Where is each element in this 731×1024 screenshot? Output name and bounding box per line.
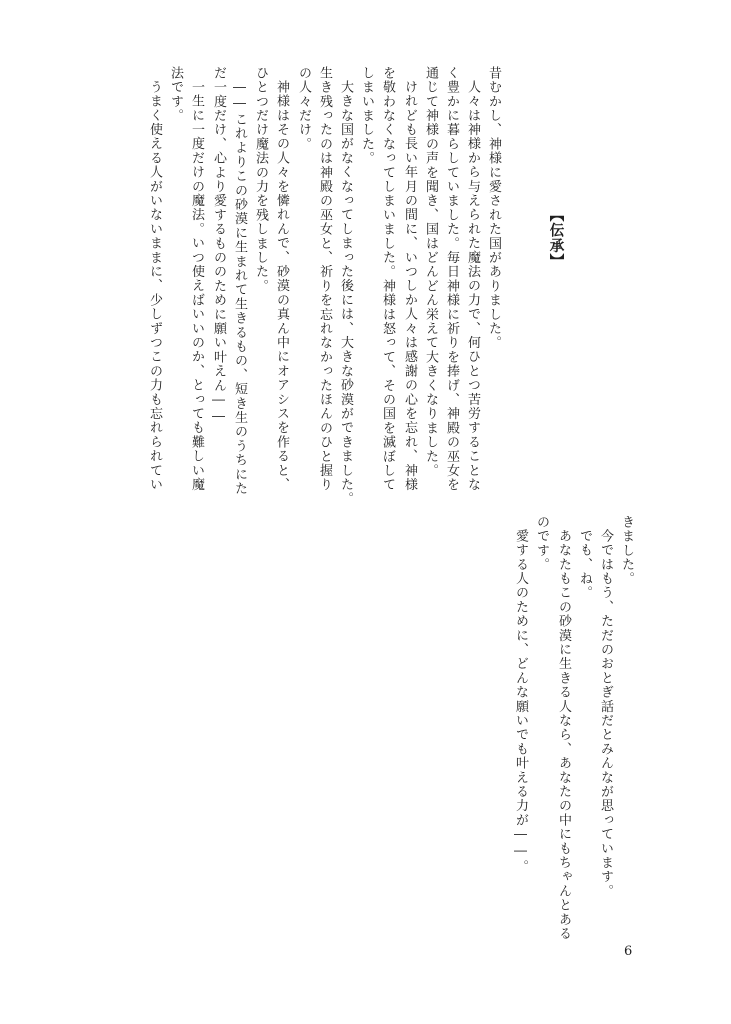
lower-line-2: 今ではもう、ただのおとぎ話だとみんなが思っています。 (598, 529, 613, 899)
page-number: 6 (624, 944, 633, 959)
upper-line-6: を敬わなくなってしまいました。神様は怒って、その国を滅ぼして (380, 66, 395, 492)
upper-line-11: 神様はその人々を憐れんで、砂漠の真ん中にオアシスを作ると、 (274, 80, 289, 492)
lower-line-3: でも、ね。 (577, 529, 592, 600)
upper-line-12: ひとつだけ魔法の力を残しました。 (253, 66, 268, 294)
lower-line-6: 愛する人のために、どんな願いでも叶える力が――。 (513, 529, 528, 874)
upper-line-3: く豊かに暮らしていました。毎日神様に祈りを捧げ、神殿の巫女を (444, 66, 459, 492)
upper-line-1: 昔むかし、神様に愛された国がありました。 (486, 66, 501, 350)
upper-line-7: しまいました。 (359, 66, 374, 166)
upper-line-9: 生き残ったのは神殿の巫女と、祈りを忘れなかったほんのひと握り (317, 66, 332, 492)
upper-line-16: 法です。 (168, 66, 183, 123)
upper-line-15: 一生に一度だけの魔法。いつ使えばいいのか、とっても難しい魔 (189, 80, 204, 492)
upper-line-10: の人々だけ。 (296, 66, 311, 152)
upper-line-17: うまく使える人がいないままに、少しずつこの力も忘れられてい (147, 80, 162, 492)
lower-line-4: あなたもこの砂漠に生きる人なら、あなたの中にもちゃんとある (556, 529, 571, 941)
lower-line-5: のです。 (534, 515, 549, 572)
upper-line-5: けれども長い年月の間に、いつしか人々は感謝の心を忘れ、神様 (402, 80, 417, 492)
lower-line-1: きました。 (619, 515, 634, 586)
upper-line-4: 通じて神様の声を聞き、国はどんどん栄えて大きくなりました。 (423, 66, 438, 478)
upper-line-14: だ一度だけ、心より愛するもののために願い叶えん―― (211, 66, 226, 425)
upper-line-2: 人々は神様から与えられた魔法の力で、何ひとつ苦労することな (465, 80, 480, 492)
upper-line-13: ――これよりこの砂漠に生まれて生きるもの、短き生のうちにた (232, 80, 247, 496)
upper-line-8: 大きな国がなくなってしまった後には、大きな砂漠ができました。 (338, 80, 353, 506)
page-title: 【伝承】 (547, 207, 565, 269)
